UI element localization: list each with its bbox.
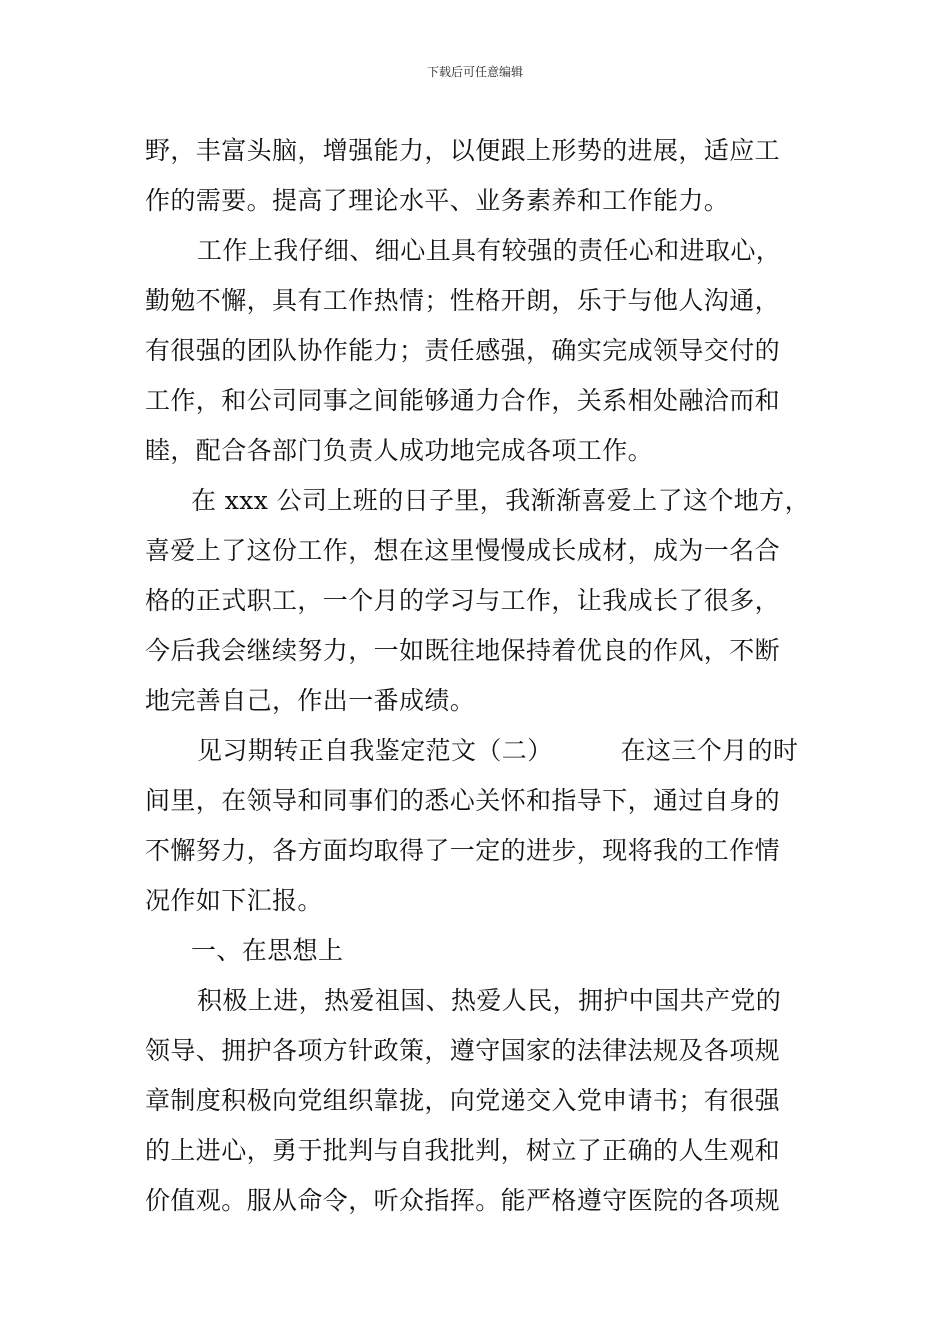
text-line: 章制度积极向党组织靠拢，向党递交入党申请书；有很强 — [145, 1086, 781, 1115]
text-line: 况作如下汇报。 — [145, 886, 323, 915]
section-title-line — [145, 726, 810, 776]
text-line: 格的正式职工，一个月的学习与工作，让我成长了很多， — [145, 586, 781, 615]
text-line: 地完善自己，作出一番成绩。 — [145, 686, 476, 715]
page-header: 下载后可任意编辑 — [426, 65, 523, 79]
text-line: 作的需要。提高了理论水平、业务素养和工作能力。 — [145, 186, 730, 215]
text-line: 有很强的团队协作能力；责任感强，确实完成领导交付的 — [145, 336, 781, 365]
text-line: 野，丰富头脑，增强能力，以便跟上形势的进展，适应工 — [145, 136, 781, 165]
text-line: 领导、拥护各项方针政策，遵守国家的法律法规及各项规 — [145, 1036, 781, 1065]
text-line: 价值观。服从命令，听众指挥。能严格遵守医院的各项规 — [145, 1186, 781, 1215]
text-fragment: 在这三个月的时 — [620, 736, 799, 765]
text-line: 工作上我仔细、细心且具有较强的责任心和进取心， — [197, 236, 782, 265]
text-line: 间里，在领导和同事们的悉心关怀和指导下，通过自身的 — [145, 786, 781, 815]
text-line: 的上进心，勇于批判与自我批判，树立了正确的人生观和 — [145, 1136, 781, 1165]
text-line: 积极上进，热爱祖国、热爱人民，拥护中国共产党的 — [197, 986, 782, 1015]
text-line: 睦，配合各部门负责人成功地完成各项工作。 — [145, 436, 654, 465]
subsection-heading: 一、在思想上 — [191, 936, 344, 965]
text-line: 今后我会继续努力，一如既往地保持着优良的作风，不断 — [145, 636, 781, 665]
text-line: 勤勉不懈，具有工作热情；性格开朗，乐于与他人沟通， — [145, 286, 781, 315]
section-title: 见习期转正自我鉴定范文（二） — [197, 736, 553, 765]
text-line: 在 xxx 公司上班的日子里，我渐渐喜爱上了这个地方， — [191, 486, 810, 515]
text-line: 工作，和公司同事之间能够通力合作，关系相处融洽而和 — [145, 386, 781, 415]
document-body — [145, 126, 810, 1226]
text-line: 喜爱上了这份工作，想在这里慢慢成长成材，成为一名合 — [145, 536, 781, 565]
text-line: 不懈努力，各方面均取得了一定的进步，现将我的工作情 — [145, 836, 781, 865]
